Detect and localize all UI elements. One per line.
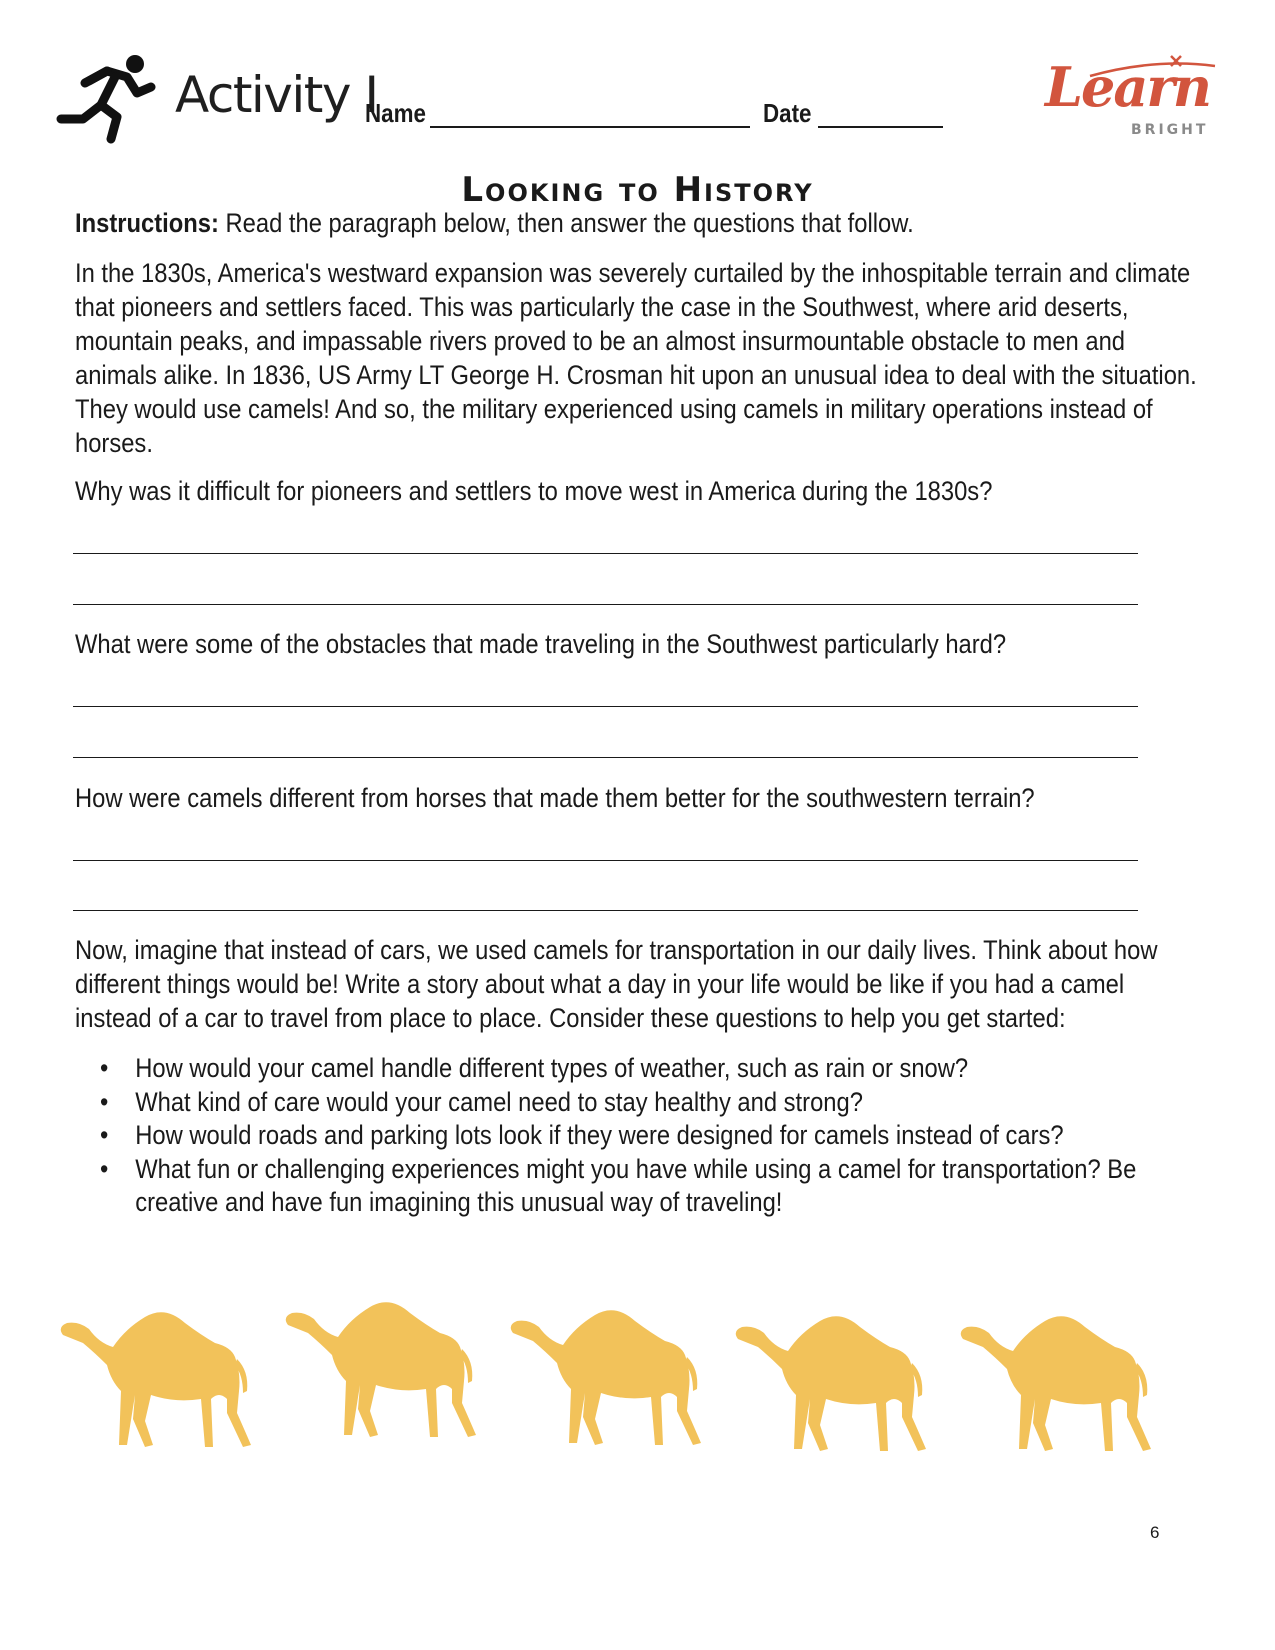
history-paragraph: In the 1830s, America's westward expansion was severely curtailed by the inhospitable terrain and climate that pioneers and settlers faced. This was particularly the case in the Southwest, where arid deserts, mountain peaks, and impassable rivers proved to be an almost insurmountable obstacle to men and animals alike. In 1836, US Army LT George H. Crosman hit upon an unusual idea to deal with the situation. They would use camels! And so, the military experienced using camels in military operations instead of horses.	[75, 258, 1197, 458]
camel-icon	[961, 1316, 1151, 1451]
camel-icon	[61, 1312, 251, 1447]
camel-icon	[511, 1310, 701, 1445]
list-item	[100, 1153, 1200, 1220]
camel-icon	[736, 1316, 926, 1451]
activity-title: Activity I	[175, 66, 378, 124]
logo-tagline: BRIGHT	[1131, 122, 1209, 138]
question-3: How were camels different from horses that made them better for the southwestern terrain?	[75, 783, 1035, 813]
instructions	[75, 206, 1206, 240]
question-1: Why was it difficult for pioneers and settlers to move west in America during the 1830s?	[75, 476, 993, 506]
running-person-icon	[55, 53, 160, 145]
answer-line-3a[interactable]	[73, 860, 1138, 861]
list-item	[100, 1086, 1200, 1120]
answer-line-1a[interactable]	[73, 553, 1138, 554]
learn-bright-logo	[1045, 55, 1220, 140]
bullet-icon: •	[100, 1086, 109, 1117]
date-label: Date	[763, 98, 812, 128]
instructions-label: Instructions:	[75, 208, 219, 238]
answer-line-2a[interactable]	[73, 706, 1138, 707]
camel-border-decoration	[55, 1285, 1175, 1455]
list-item-text: What kind of care would your camel need to stay healthy and strong?	[135, 1086, 863, 1117]
list-item-text: How would your camel handle different types of weather, such as rain or snow?	[135, 1053, 969, 1083]
bullet-icon: •	[100, 1153, 109, 1184]
prompt-bullet-list	[100, 1052, 1200, 1220]
bullet-icon: •	[100, 1120, 109, 1150]
question-2: What were some of the obstacles that made traveling in the Southwest particularly hard?	[75, 629, 1007, 659]
page-number: 6	[1150, 1523, 1160, 1542]
answer-line-2b[interactable]	[73, 757, 1138, 758]
list-item-text: How would roads and parking lots look if they were designed for camels instead of cars?	[135, 1120, 1064, 1150]
page-title: Looking to History	[461, 170, 814, 210]
name-field[interactable]	[430, 126, 750, 128]
instructions-text: Read the paragraph below, then answer the questions that follow.	[218, 208, 914, 238]
list-item	[100, 1119, 1200, 1153]
list-item	[100, 1052, 1200, 1086]
answer-line-1b[interactable]	[73, 604, 1138, 605]
date-field[interactable]	[818, 126, 943, 128]
camel-icon	[286, 1302, 476, 1437]
name-label: Name	[365, 98, 426, 128]
page-header	[55, 50, 1225, 150]
list-item-text: What fun or challenging experiences might you have while using a camel for transportation? Be creative and have fun imagining this unusual way of traveling!	[135, 1153, 1137, 1217]
answer-line-3b[interactable]	[73, 910, 1138, 911]
logo-wordmark: Learn	[1045, 55, 1211, 119]
story-prompt: Now, imagine that instead of cars, we used camels for transportation in our daily lives. Think about how different things would be! Write a story about what a day in your life would be like if you had a camel instead of a car to travel from place to place. Consider these questions to help you get started:	[75, 935, 1158, 1033]
bullet-icon: •	[100, 1053, 109, 1083]
